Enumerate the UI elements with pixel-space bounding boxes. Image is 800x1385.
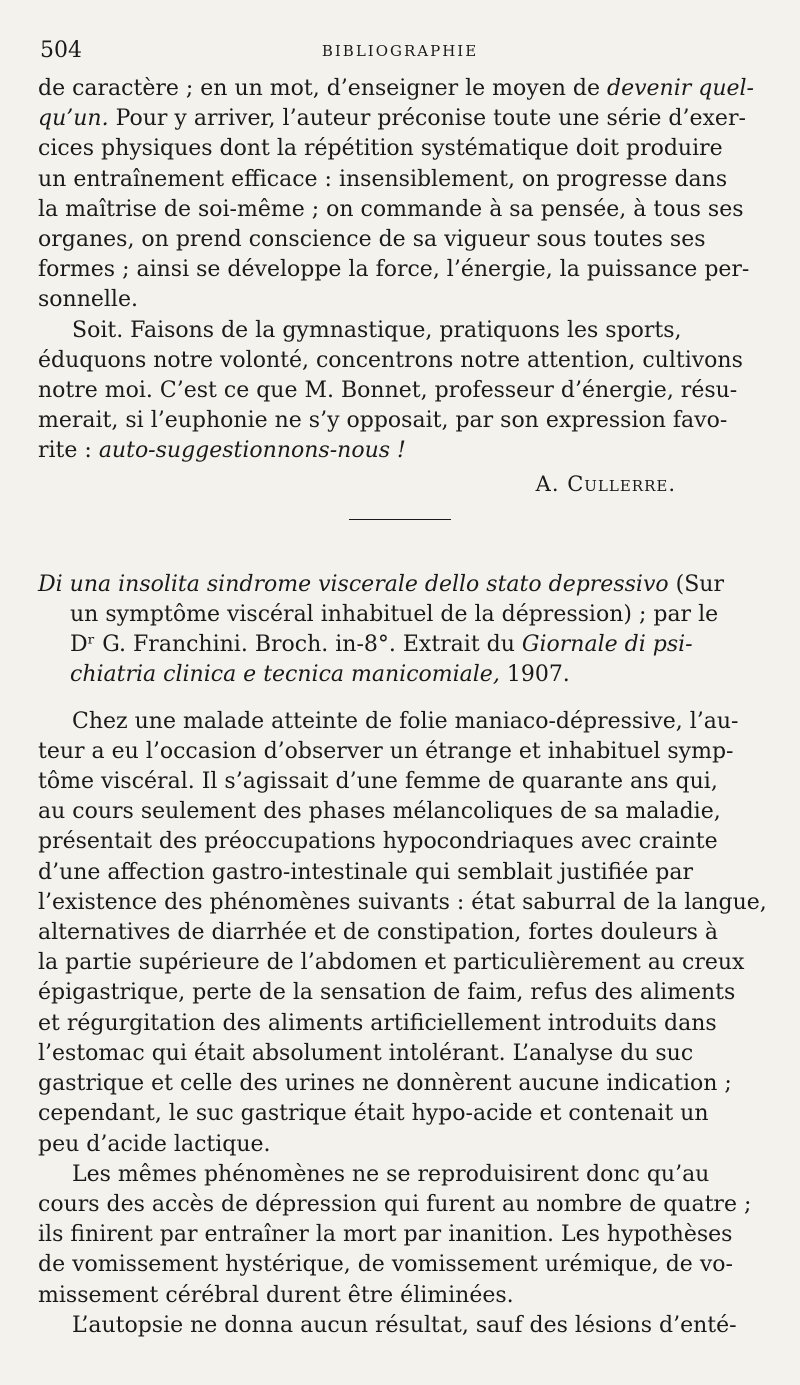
paragraph-5 — [38, 1311, 762, 1341]
text-line — [38, 346, 762, 376]
line-text: tôme viscéral. Il s’agissait d’une femme de quarante ans qui, — [38, 769, 718, 795]
text-line — [38, 978, 762, 1008]
text-line — [38, 255, 762, 285]
text-line — [38, 1220, 762, 1250]
text-line — [38, 1130, 762, 1160]
text-line — [38, 767, 762, 797]
text-line — [38, 858, 762, 888]
signature-initial: A. — [535, 471, 568, 496]
text-line — [38, 600, 762, 630]
review-heading — [38, 570, 762, 691]
line-text: Soit. Faisons de la gymnastique, pratiquons les sports, — [72, 317, 682, 343]
line-text: notre moi. C’est ce que M. Bonnet, professeur d’énergie, résu- — [38, 378, 738, 404]
text-line — [38, 827, 762, 857]
signature — [38, 469, 676, 499]
line-text: Dʳ G. Franchini. Broch. in-8°. Extrait du — [70, 632, 522, 658]
italic-text: qu’un. — [38, 106, 109, 132]
italic-text: chiatria clinica e tecnica manicomiale, — [70, 662, 500, 688]
page-header — [38, 30, 762, 74]
line-text: organes, on prend conscience de sa vigueur sous toutes ses — [38, 227, 706, 253]
line-text: au cours seulement des phases mélancoliques de sa maladie, — [38, 799, 721, 825]
line-text: gastrique et celle des urines ne donnèrent aucune indication ; — [38, 1071, 732, 1097]
text-line — [38, 948, 762, 978]
text-line — [38, 1039, 762, 1069]
review-title-rest: (Sur — [668, 571, 724, 597]
paragraph-4 — [38, 1160, 762, 1311]
italic-text: auto-suggestionnons-nous ! — [98, 438, 406, 464]
text-line — [38, 406, 762, 436]
text-line — [38, 797, 762, 827]
line-text: peu d’acide lactique. — [38, 1131, 271, 1157]
line-text: ils finirent par entraîner la mort par inanition. Les hypothèses — [38, 1222, 733, 1248]
running-title: BIBLIOGRAPHIE — [321, 42, 479, 60]
paragraph-3 — [38, 707, 767, 1160]
line-text: un entraînement efficace : insensiblement, on progresse dans — [38, 166, 728, 192]
line-text: L’autopsie ne donna aucun résultat, sauf des lésions d’enté- — [72, 1312, 737, 1338]
text-line — [38, 104, 762, 134]
line-text: d’une affection gastro-intestinale qui semblait justifiée par — [38, 859, 694, 885]
line-text: la partie supérieure de l’abdomen et particulièrement au creux — [38, 950, 745, 976]
paragraph-1 — [38, 74, 762, 316]
line-text: l’estomac qui était absolument intolérant. L’analyse du suc — [38, 1040, 694, 1066]
text-line — [38, 316, 762, 346]
line-text: la maîtrise de soi-même ; on commande à sa pensée, à tous ses — [38, 196, 744, 222]
text-line — [38, 134, 762, 164]
text-line — [38, 225, 762, 255]
paragraph-2 — [38, 316, 762, 467]
line-text: formes ; ainsi se développe la force, l’énergie, la puissance per- — [38, 257, 750, 283]
line-text: sonnelle. — [38, 287, 138, 313]
line-text: Pour y arriver, l’auteur préconise toute une série d’exer- — [108, 106, 746, 132]
line-text: de caractère ; en un mot, d’enseigner le moyen de — [38, 76, 607, 101]
italic-text: Giornale di psi- — [521, 632, 693, 658]
line-text: Chez une malade atteinte de folie maniaco-dépressive, l’au- — [72, 708, 739, 734]
text-line — [38, 737, 762, 767]
text-line — [38, 195, 762, 225]
text-line — [38, 165, 762, 195]
line-text: alternatives de diarrhée et de constipation, fortes douleurs à — [38, 920, 719, 946]
review-title-line — [38, 570, 762, 600]
text-line — [38, 376, 762, 406]
text-line — [38, 630, 762, 660]
line-text: missement cérébral durent être éliminées. — [38, 1282, 514, 1308]
line-text: teur a eu l’occasion d’observer un étrange et inhabituel symp- — [38, 738, 734, 764]
text-line — [38, 1281, 762, 1311]
italic-text: devenir quel- — [606, 76, 754, 101]
text-line — [38, 74, 762, 104]
line-text: de vomissement hystérique, de vomissement urémique, de vo- — [38, 1252, 733, 1278]
text-line — [38, 285, 762, 315]
text-line — [38, 888, 767, 918]
line-text: merait, si l’euphonie ne s’y opposait, par son expression favo- — [38, 408, 728, 434]
line-text: cices physiques dont la répétition systématique doit produire — [38, 136, 723, 162]
text-line — [38, 1160, 762, 1190]
line-text: un symptôme viscéral inhabituel de la dépression) ; par le — [70, 602, 719, 628]
line-text: présentait des préoccupations hypocondriaques avec crainte — [38, 829, 718, 855]
text-line — [38, 1311, 762, 1341]
line-text: éduquons notre volonté, concentrons notre attention, cultivons — [38, 347, 743, 373]
review-citation — [38, 600, 762, 691]
line-text: cours des accès de dépression qui furent au nombre de quatre ; — [38, 1191, 752, 1217]
section-divider — [349, 519, 451, 520]
text-line — [38, 918, 762, 948]
text-line — [38, 1099, 762, 1129]
review-entry — [38, 570, 762, 691]
line-text: épigastrique, perte de la sensation de faim, refus des aliments — [38, 980, 736, 1006]
text-line — [38, 1009, 762, 1039]
text-line — [38, 1069, 762, 1099]
line-text: cependant, le suc gastrique était hypo-acide et contenait un — [38, 1101, 709, 1127]
line-text: Les mêmes phénomènes ne se reproduisirent donc qu’au — [72, 1161, 710, 1187]
text-line — [38, 1250, 762, 1280]
line-text: et régurgitation des aliments artificiellement introduits dans — [38, 1010, 717, 1036]
line-text: l’existence des phénomènes suivants : état saburral de la langue, — [38, 889, 767, 915]
page-number: 504 — [40, 38, 82, 63]
signature-name: Cullerre. — [567, 471, 676, 496]
text-line — [38, 436, 762, 466]
review-body — [38, 707, 767, 1341]
text-line — [38, 1190, 762, 1220]
review-title: Di una insolita sindrome viscerale dello stato depressivo — [38, 571, 669, 597]
line-text: 1907. — [499, 662, 570, 688]
article-text — [38, 74, 767, 1341]
line-text: rite : — [38, 438, 99, 464]
text-line — [38, 660, 762, 690]
text-line — [38, 707, 762, 737]
